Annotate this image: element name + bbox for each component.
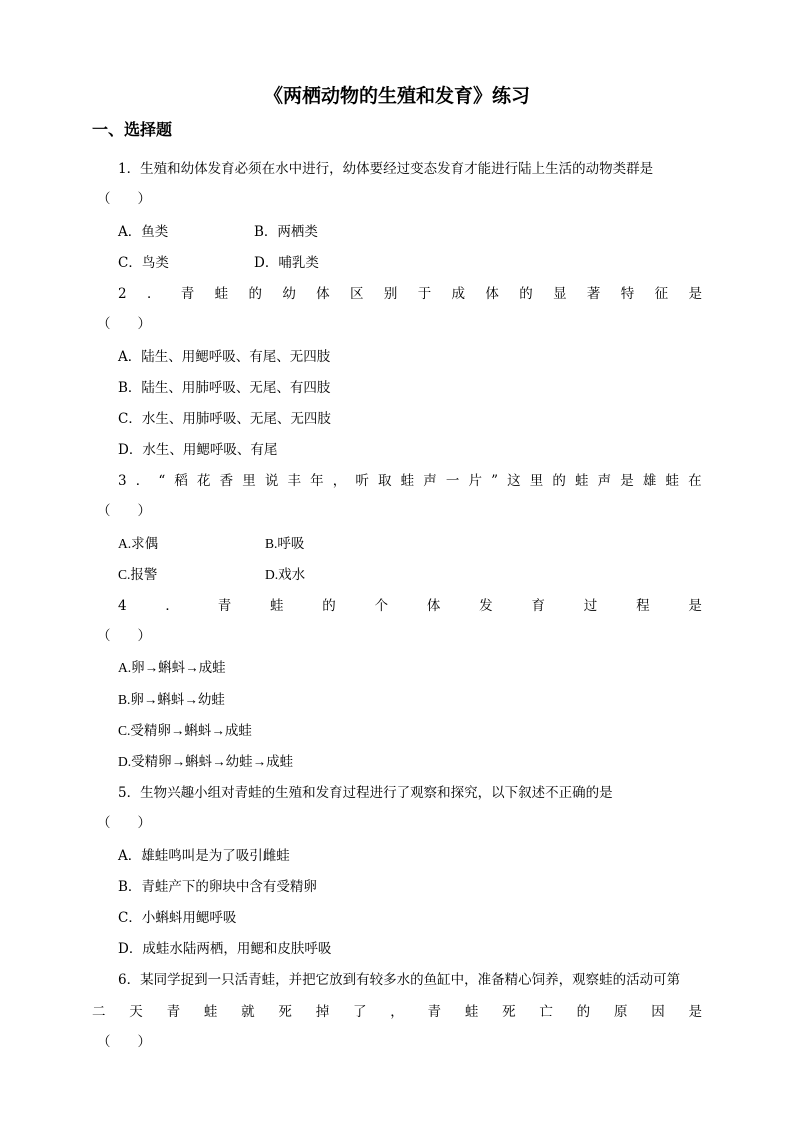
question-4-option-a: A.卵→蝌蚪→成蛙 [118, 660, 226, 675]
stem-char: 是 [688, 1004, 702, 1020]
question-3-option-d: D.戏水 [265, 567, 306, 582]
stem-char: 蛙 [269, 598, 284, 614]
stem-char: 幼 [282, 286, 296, 302]
question-5-stem: 5．生物兴趣小组对青蛙的生殖和发育过程进行了观察和探究，以下叙述不正确的是 [118, 785, 613, 801]
stem-char: 著 [586, 286, 601, 302]
question-2-option-b: B．陆生、用肺呼吸、无尾、有四肢 [118, 380, 331, 396]
stem-char: 蛙 [464, 1004, 479, 1020]
stem-char: 青 [180, 286, 195, 302]
question-2-answer-blank: （ ） [97, 316, 151, 332]
stem-char: 蛙 [203, 1004, 218, 1020]
stem-char: 显 [553, 286, 567, 302]
stem-char: 的 [552, 473, 566, 489]
stem-char: 的 [576, 1004, 591, 1020]
stem-char: 区 [350, 286, 364, 302]
stem-char: 过 [583, 598, 598, 614]
stem-char: 掉 [315, 1004, 330, 1020]
stem-char: 因 [651, 1004, 665, 1020]
stem-char: 个 [374, 598, 389, 614]
question-3-option-a: A.求偶 [118, 536, 159, 551]
stem-char: 的 [248, 286, 262, 302]
stem-char: 成 [451, 286, 466, 302]
stem-char: 声 [597, 473, 612, 489]
question-4-answer-blank: （ ） [97, 628, 151, 644]
stem-char: 死 [278, 1004, 292, 1020]
question-4-option-d: D.受精卵→蝌蚪→幼蛙→成蛙 [118, 754, 294, 769]
question-3-stem [118, 471, 702, 491]
stem-char: 死 [502, 1004, 516, 1020]
stem-char: 了 [352, 1004, 367, 1020]
stem-char: 说 [264, 473, 279, 489]
stem-char: 4 [118, 598, 127, 614]
stem-char: “ [158, 473, 166, 489]
stem-char: 的 [322, 598, 336, 614]
stem-char: 青 [166, 1004, 181, 1020]
stem-char: 就 [241, 1004, 255, 1020]
question-2-option-c: C．水生、用肺呼吸、无尾、无四肢 [118, 411, 331, 427]
stem-char: 天 [129, 1004, 143, 1020]
stem-char: 在 [688, 473, 702, 489]
question-5-option-d: D．成蛙水陆两栖，用鳃和皮肤呼吸 [118, 941, 332, 957]
stem-char: 于 [417, 286, 432, 302]
stem-char: 花 [197, 473, 211, 489]
stem-char: ， [332, 473, 347, 489]
stem-char: ． [165, 598, 179, 614]
question-3-option-b: B.呼吸 [265, 536, 305, 551]
stem-char: 体 [485, 286, 499, 302]
question-5-option-b: B．青蛙产下的卵块中含有受精卵 [118, 879, 317, 895]
section-heading: 一、选择题 [92, 120, 173, 139]
stem-char: 是 [688, 286, 702, 302]
stem-char: ” [491, 473, 499, 489]
question-5-answer-blank: （ ） [97, 815, 151, 831]
stem-char: 青 [427, 1004, 442, 1020]
stem-char: 蛙 [665, 473, 680, 489]
stem-char: 里 [242, 473, 256, 489]
stem-char: 听 [355, 473, 369, 489]
question-5-option-a: A．雄蛙鸣叫是为了吸引雌蛙 [118, 848, 290, 864]
stem-char: 雄 [642, 473, 657, 489]
stem-char: 育 [531, 598, 545, 614]
question-1-option-d: D．哺乳类 [254, 255, 319, 271]
stem-char: ． [135, 473, 150, 489]
stem-char: 是 [688, 598, 702, 614]
stem-char: 别 [383, 286, 398, 302]
question-1-option-c: C．鸟类 [118, 255, 169, 271]
stem-char: 2 [118, 286, 127, 302]
stem-char: 丰 [287, 473, 301, 489]
question-1-stem: 1．生殖和幼体发育必须在水中进行，幼体要经过变态发育才能进行陆上生活的动物类群是 [118, 161, 654, 177]
question-4-option-c: C.受精卵→蝌蚪→成蛙 [118, 723, 252, 738]
stem-char: 二 [92, 1004, 106, 1020]
stem-char: 这 [507, 473, 521, 489]
stem-char: 的 [519, 286, 533, 302]
stem-char: 一 [445, 473, 460, 489]
document-title: 《两栖动物的生殖和发育》练习 [263, 85, 530, 107]
stem-char: 香 [219, 473, 234, 489]
stem-char: 稻 [174, 473, 188, 489]
stem-char: 年 [310, 473, 324, 489]
stem-char: 青 [217, 598, 232, 614]
stem-char: 蛙 [214, 286, 229, 302]
stem-char: 发 [479, 598, 493, 614]
question-3-answer-blank: （ ） [97, 503, 151, 519]
stem-char: 取 [378, 473, 392, 489]
stem-char: 原 [613, 1004, 628, 1020]
stem-char: 体 [316, 286, 330, 302]
question-4-option-b: B.卵→蝌蚪→幼蛙 [118, 692, 225, 707]
stem-char: 片 [468, 473, 482, 489]
stem-char: 里 [529, 473, 544, 489]
stem-char: 征 [654, 286, 669, 302]
question-2-stem [118, 284, 702, 304]
stem-char: ， [390, 1004, 404, 1020]
question-6-stem-line2 [92, 1002, 702, 1022]
question-6-stem: 6．某同学捉到一只活青蛙，并把它放到有较多水的鱼缸中，准备精心饲养，观察蛙的活动可第 [118, 972, 681, 988]
stem-char: 程 [636, 598, 650, 614]
question-4-stem [118, 596, 702, 616]
stem-char: 特 [620, 286, 635, 302]
stem-char: 声 [423, 473, 437, 489]
question-1-answer-blank: （ ） [97, 191, 151, 207]
stem-char: 亡 [539, 1004, 553, 1020]
question-1-option-a: A．鱼类 [118, 224, 169, 240]
question-3-option-c: C.报警 [118, 567, 158, 582]
stem-char: 是 [620, 473, 634, 489]
question-2-option-d: D．水生、用鳃呼吸、有尾 [118, 442, 278, 458]
stem-char: 3 [118, 473, 127, 489]
stem-char: 蛙 [575, 473, 589, 489]
question-1-option-b: B．两栖类 [254, 224, 318, 240]
stem-char: 蛙 [400, 473, 415, 489]
question-2-option-a: A．陆生、用鳃呼吸、有尾、无四肢 [118, 349, 331, 365]
stem-char: 体 [426, 598, 441, 614]
stem-char: ． [146, 286, 161, 302]
question-5-option-c: C．小蝌蚪用鳃呼吸 [118, 910, 237, 926]
question-6-answer-blank: （ ） [97, 1034, 151, 1050]
